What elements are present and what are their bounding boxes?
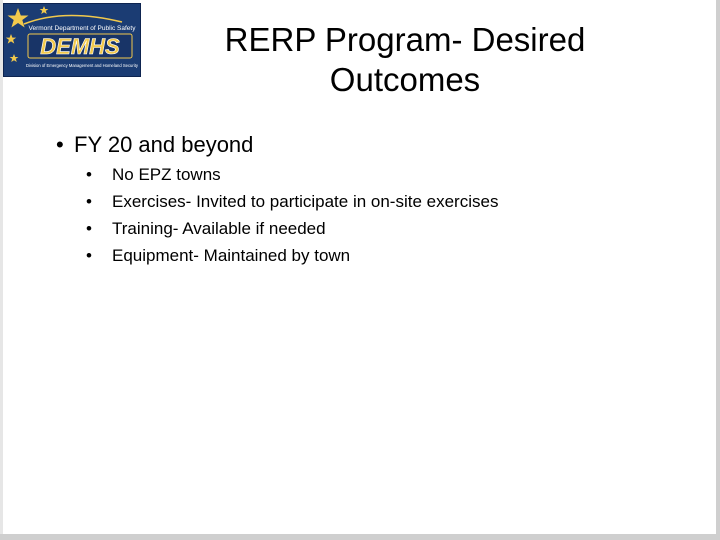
bullet-icon: • [86, 165, 92, 184]
bullet-level-1-text: FY 20 and beyond [74, 132, 254, 157]
slide-right-border [716, 0, 720, 534]
logo-sub-text: Division of Emergency Management and Homeland Security [26, 63, 138, 68]
bullet-icon: • [86, 246, 92, 265]
list-item [86, 215, 498, 242]
slide-title [150, 20, 660, 100]
demhs-logo [3, 3, 141, 77]
list-item-text: Training- Available if needed [112, 219, 326, 238]
list-item-text: No EPZ towns [112, 165, 221, 184]
list-item-text: Exercises- Invited to participate in on-site exercises [112, 192, 499, 211]
demhs-logo-graphic [4, 4, 140, 76]
list-item [86, 242, 498, 269]
list-item [86, 188, 498, 215]
slide-bottom-border [0, 534, 720, 540]
slide-title-line-1: RERP Program- Desired [224, 21, 586, 58]
bullet-level-1 [56, 131, 253, 159]
list-item-text: Equipment- Maintained by town [112, 246, 351, 265]
logo-top-text: Vermont Department of Public Safety [28, 25, 136, 32]
bullet-icon: • [86, 219, 92, 238]
slide-left-border [0, 0, 3, 534]
slide-title-line-2: Outcomes [329, 61, 481, 98]
bullet-sublist [86, 161, 498, 269]
bullet-icon: • [56, 132, 64, 157]
logo-main-text: DEMHS [40, 34, 120, 59]
list-item [86, 161, 498, 188]
bullet-icon: • [86, 192, 92, 211]
